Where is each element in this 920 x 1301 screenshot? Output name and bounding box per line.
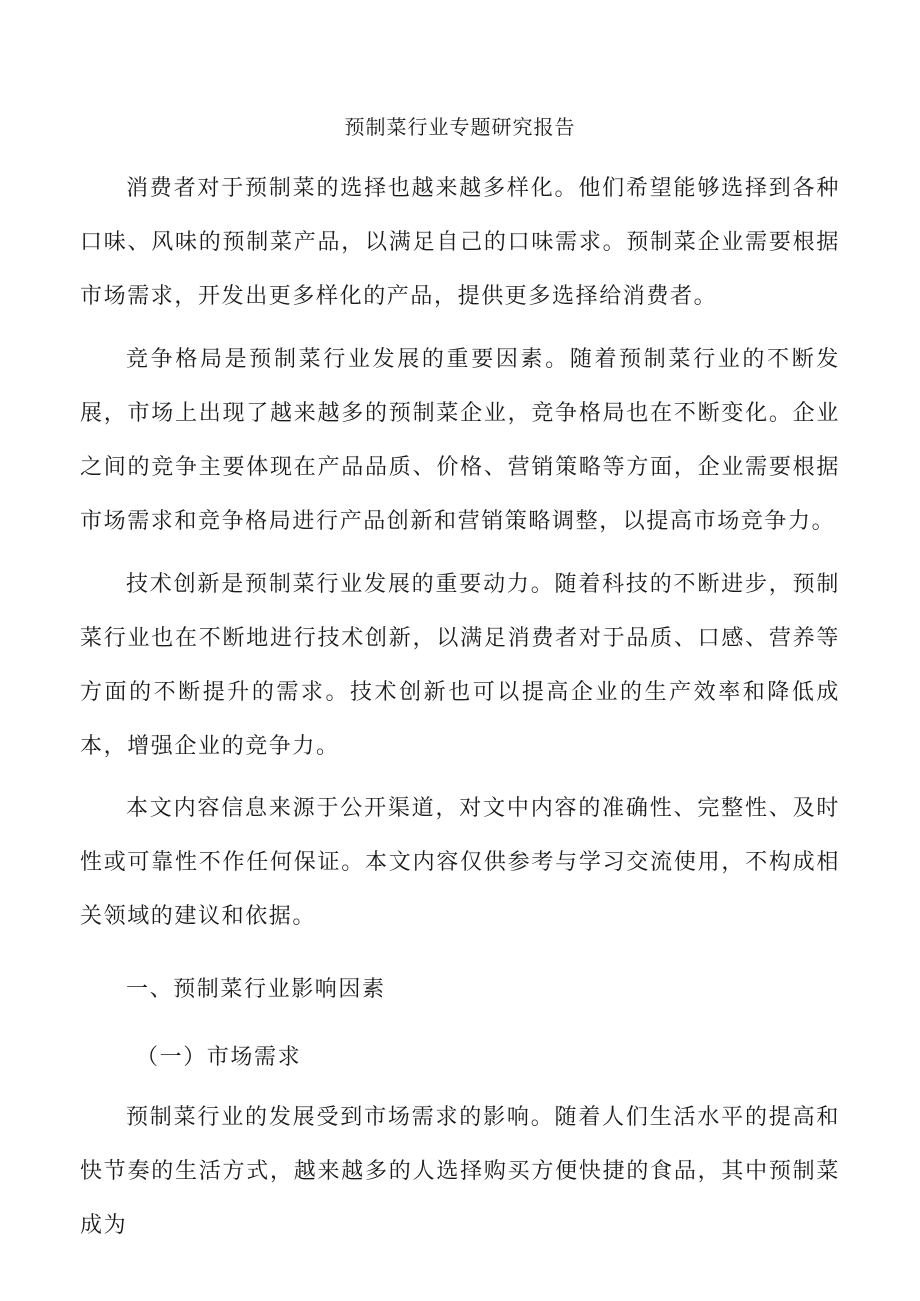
paragraph-consumer-choice: 消费者对于预制菜的选择也越来越多样化。他们希望能够选择到各种口味、风味的预制菜产品，以满足自己的口味需求。预制菜企业需要根据市场需求，开发出更多样化的产品，提供更多选择给消费者。 — [80, 176, 840, 309]
paragraph-disclaimer: 本文内容信息来源于公开渠道，对文中内容的准确性、完整性、及时性或可靠性不作任何保证。本文内容仅供参考与学习交流使用，不构成相关领域的建议和依据。 — [80, 796, 840, 929]
subsection-heading: （一）市场需求 — [136, 1045, 302, 1070]
paragraph-market-demand: 预制菜行业的发展受到市场需求的影响。随着人们生活水平的提高和快节奏的生活方式，越来越多的人选择购买方便快捷的食品，其中预制菜成为 — [80, 1105, 840, 1238]
document-title: 预制菜行业专题研究报告 — [344, 115, 576, 139]
paragraph-technology: 技术创新是预制菜行业发展的重要动力。随着科技的不断进步，预制菜行业也在不断地进行技术创新，以满足消费者对于品质、口感、营养等方面的不断提升的需求。技术创新也可以提高企业的生产效率和降低成本，增强企业的竞争力。 — [80, 572, 840, 759]
paragraph-competition: 竞争格局是预制菜行业发展的重要因素。随着预制菜行业的不断发展，市场上出现了越来越多的预制菜企业，竞争格局也在不断变化。企业之间的竞争主要体现在产品品质、价格、营销策略等方面，企业需要根据市场需求和竞争格局进行产品创新和营销策略调整，以提高市场竞争力。 — [80, 347, 840, 534]
section-heading: 一、预制菜行业影响因素 — [126, 977, 386, 1002]
